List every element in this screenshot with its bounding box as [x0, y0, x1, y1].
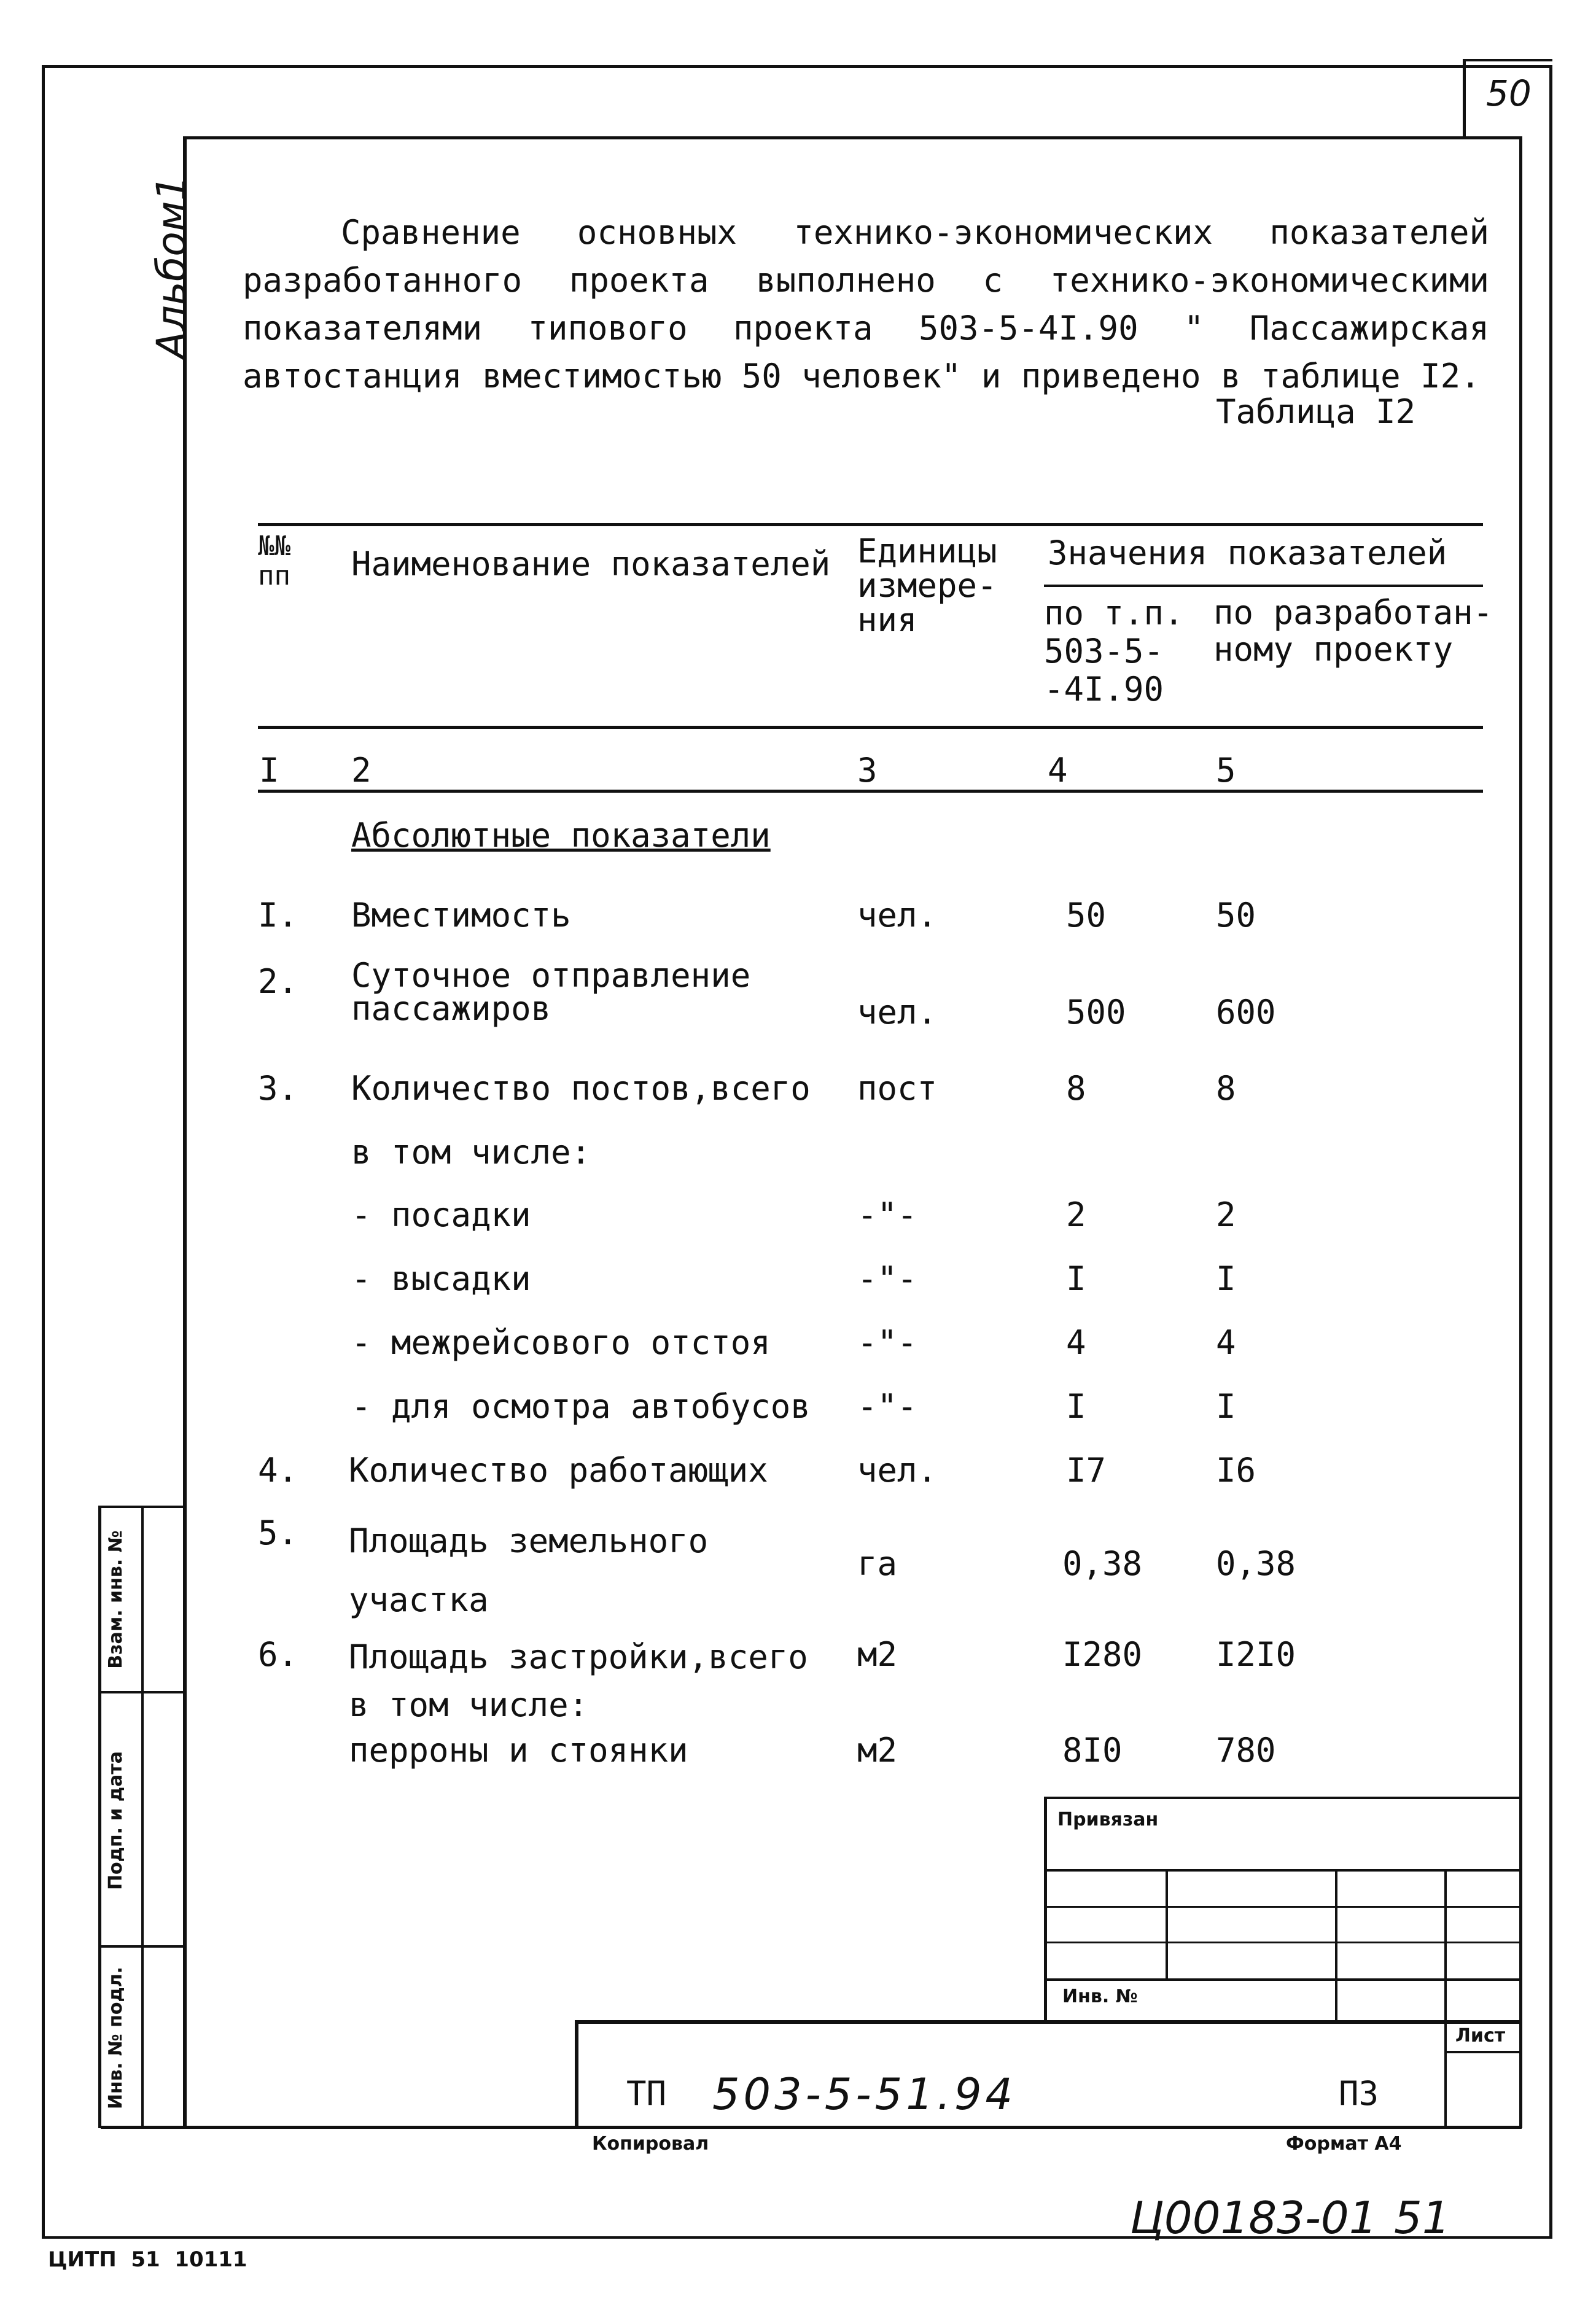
privyazan-hline-3	[1044, 1942, 1522, 1943]
colnum-4: 4	[1048, 751, 1068, 790]
row-posadki-name: - посадки	[351, 1195, 531, 1234]
row-mezhreis-name: - межрейсового отстоя	[351, 1323, 771, 1362]
header-values: Значения показателей	[1048, 534, 1447, 572]
row2-name: Суточное отправление пассажиров	[351, 956, 751, 1028]
row-posadki-tp: 2	[1066, 1195, 1086, 1234]
handwritten-code: Ц00183-01	[1130, 2192, 1377, 2244]
row1-dev: 50	[1216, 896, 1256, 935]
inv-no-label: Инв. №	[1062, 1986, 1138, 2007]
row1-unit: чел.	[857, 896, 938, 935]
row5-unit: га	[857, 1544, 898, 1583]
row4-name: Количество работающих	[349, 1451, 768, 1490]
row6-no: 6.	[258, 1635, 298, 1674]
row4-unit: чел.	[857, 1451, 938, 1490]
privyazan-top	[1044, 1797, 1522, 1799]
header-bottom-line	[258, 726, 1483, 729]
row1-no: I.	[258, 896, 298, 935]
header-name: Наименование показателей	[351, 545, 831, 583]
section-title: Абсолютные показатели	[351, 816, 771, 855]
side-stamp-left	[98, 1506, 101, 2128]
copied-by: Копировал	[592, 2133, 709, 2155]
table-caption: Таблица I2	[1216, 392, 1416, 431]
privyazan-vline-2	[1335, 1869, 1337, 2023]
row-mezhreis-tp: 4	[1066, 1323, 1086, 1362]
inner-frame-bottom	[101, 2126, 1522, 2129]
row-vysadki-tp: I	[1066, 1259, 1086, 1298]
outer-frame-left	[42, 65, 45, 2239]
row5-tp: 0,38	[1062, 1544, 1143, 1583]
row6-sub-unit: м2	[857, 1731, 898, 1770]
row-osmotr-dev: I	[1216, 1387, 1236, 1426]
row2-tp: 500	[1066, 993, 1126, 1032]
values-header-line	[1044, 585, 1483, 587]
format-label: Формат А4	[1286, 2133, 1402, 2155]
colnum-2: 2	[351, 751, 372, 790]
row5-no: 5.	[258, 1514, 298, 1552]
row-osmotr-name: - для осмотра автобусов	[351, 1387, 811, 1426]
page-number: 50	[1486, 72, 1532, 114]
privyazan-vline-1	[1166, 1869, 1168, 1981]
header-tp: по т.п. 503-5- -4I.90	[1044, 594, 1184, 709]
title-block-left	[575, 2020, 578, 2128]
row3-dev: 8	[1216, 1069, 1236, 1108]
row1-tp: 50	[1066, 896, 1107, 935]
side-vzam-inv: Взам. инв. №	[105, 1530, 127, 1669]
row2-unit: чел.	[857, 993, 938, 1032]
colnum-1: I	[259, 751, 279, 790]
colnum-5: 5	[1216, 751, 1236, 790]
row6-sub-dev: 780	[1216, 1731, 1276, 1770]
side-stamp-mid	[141, 1506, 144, 2128]
row-vysadki-name: - высадки	[351, 1259, 531, 1298]
privyazan-left	[1044, 1797, 1047, 2024]
row-osmotr-tp: I	[1066, 1387, 1086, 1426]
row-osmotr-unit: -"-	[857, 1387, 917, 1426]
side-podp-data: Подп. и дата	[105, 1751, 127, 1891]
privyazan-vline-3	[1444, 1869, 1447, 2127]
row3-tp: 8	[1066, 1069, 1086, 1108]
row5-dev: 0,38	[1216, 1544, 1296, 1583]
table-top-line	[258, 523, 1483, 526]
intro-text: Сравнение основных технико-экономических показателей разработанного проекта выполнено с технико-экономическими показателями типового проекта 503-5-4I.90 " Пассажирская автостанция вместимостью 50 человек" и приведено в таблице I2.	[243, 213, 1489, 395]
privyazan-label: Привязан	[1057, 1809, 1159, 1830]
row6-sub-tp: 8I0	[1062, 1731, 1123, 1770]
row-mezhreis-unit: -"-	[857, 1323, 917, 1362]
privyazan-hline-4	[1044, 1978, 1522, 1981]
row6-dev: I2I0	[1216, 1635, 1296, 1674]
row3-sub-label: в том числе:	[351, 1133, 591, 1172]
header-no: №№ пп	[258, 531, 290, 591]
title-block-top	[575, 2020, 1522, 2024]
row6-name: Площадь застройки,всего в том числе:	[349, 1638, 808, 1724]
page-number-box-top	[1463, 59, 1552, 61]
row-vysadki-unit: -"-	[857, 1259, 917, 1298]
page-number-box-left	[1463, 59, 1466, 139]
row3-unit: пост	[857, 1069, 938, 1108]
row-posadki-dev: 2	[1216, 1195, 1236, 1234]
row-mezhreis-dev: 4	[1216, 1323, 1236, 1362]
album-label: Альбом1	[148, 175, 195, 359]
section-code: ПЗ	[1339, 2074, 1379, 2113]
row6-sub-name: перроны и стоянки	[349, 1731, 688, 1770]
handwritten-page: 51	[1394, 2192, 1450, 2244]
footer-code: ЦИТП 51 10111	[48, 2247, 247, 2272]
row4-tp: I7	[1066, 1451, 1107, 1490]
row1-name: Вместимость	[351, 896, 571, 935]
outer-frame-right	[1549, 65, 1552, 2239]
row4-dev: I6	[1216, 1451, 1256, 1490]
intro-paragraph	[243, 209, 1489, 400]
header-unit: Единицы измере- ния	[857, 532, 997, 639]
doc-code: 503-5-51.94	[712, 2069, 1017, 2120]
tp-prefix: ТП	[626, 2074, 667, 2113]
inner-frame-left	[183, 136, 187, 2128]
row2-dev: 600	[1216, 993, 1276, 1032]
row3-name: Количество постов,всего	[351, 1069, 811, 1108]
row6-unit: м2	[857, 1635, 898, 1674]
row5-name: Площадь земельного участка	[349, 1522, 709, 1619]
inner-frame-right	[1519, 136, 1522, 2128]
row3-no: 3.	[258, 1069, 298, 1108]
row-posadki-unit: -"-	[857, 1195, 917, 1234]
privyazan-hline-2	[1044, 1906, 1522, 1908]
header-dev: по разработан- ному проекту	[1213, 593, 1493, 669]
privyazan-hline-1	[1044, 1869, 1522, 1872]
list-label: Лист	[1455, 2025, 1506, 2047]
row-vysadki-dev: I	[1216, 1259, 1236, 1298]
list-hline	[1444, 2051, 1522, 2053]
row6-tp: I280	[1062, 1635, 1143, 1674]
outer-frame-top	[42, 65, 1552, 68]
inner-frame-top	[184, 136, 1522, 139]
colnum-3: 3	[857, 751, 878, 790]
row4-no: 4.	[258, 1451, 298, 1490]
side-inv-podl: Инв. № подл.	[105, 1966, 127, 2110]
row2-no: 2.	[258, 962, 298, 1001]
